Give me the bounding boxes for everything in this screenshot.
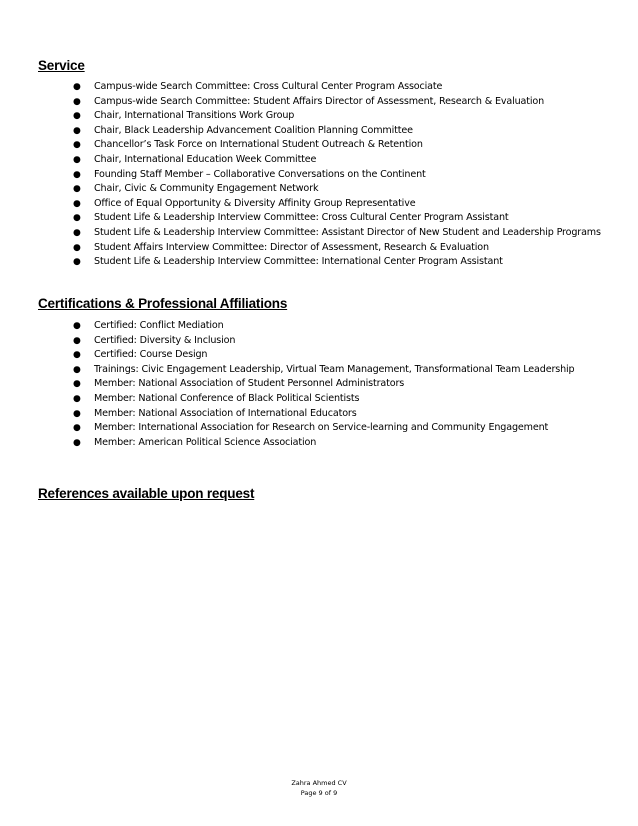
list-item — [38, 168, 618, 183]
list-item — [38, 80, 618, 95]
bullet-icon: ● — [73, 125, 81, 136]
bullet-icon: ● — [73, 242, 81, 253]
bullet-icon: ● — [73, 227, 81, 238]
list-item-text: Student Life & Leadership Interview Committee: Assistant Director of New Student and Leadership Programs — [94, 226, 601, 238]
bullet-icon: ● — [73, 169, 81, 180]
list-item — [38, 138, 618, 153]
list-item — [38, 241, 618, 256]
bullet-icon: ● — [73, 423, 81, 434]
service-list — [38, 80, 618, 270]
list-item-text: Office of Equal Opportunity & Diversity Affinity Group Representative — [94, 197, 416, 209]
certifications-heading: Certifications & Professional Affiliations — [38, 296, 288, 311]
page-footer — [0, 779, 638, 798]
list-item — [38, 392, 618, 407]
footer-page-number: Page 9 of 9 — [300, 788, 338, 797]
list-item — [38, 334, 618, 349]
list-item — [38, 255, 618, 270]
bullet-icon: ● — [73, 350, 81, 361]
list-item — [38, 348, 618, 363]
certifications-section — [38, 296, 618, 450]
list-item — [38, 182, 618, 197]
bullet-icon: ● — [73, 364, 81, 375]
bullet-icon: ● — [73, 154, 81, 165]
bullet-icon: ● — [73, 198, 81, 209]
list-item-text: Certified: Conflict Mediation — [94, 320, 224, 331]
list-item-text: Chair, International Transitions Work Group — [94, 110, 295, 122]
service-section — [38, 58, 618, 270]
list-item — [38, 124, 618, 139]
list-item — [38, 153, 618, 168]
references-heading: References available upon request — [38, 486, 255, 501]
list-item — [38, 421, 618, 436]
list-item-text: Founding Staff Member – Collaborative Conversations on the Continent — [94, 168, 426, 180]
list-item — [38, 211, 618, 226]
bullet-icon: ● — [73, 257, 81, 268]
list-item-text: Campus-wide Search Committee: Student Affairs Director of Assessment, Research & Evaluation — [94, 95, 545, 107]
list-item-text: Student Life & Leadership Interview Committee: International Center Program Assistant — [94, 256, 503, 268]
bullet-icon: ● — [73, 335, 81, 346]
bullet-icon: ● — [73, 393, 81, 404]
list-item-text: Member: American Political Science Association — [94, 436, 317, 448]
bullet-icon: ● — [73, 408, 81, 419]
bullet-icon: ● — [73, 184, 81, 195]
list-item-text: Certified: Course Design — [94, 349, 208, 361]
list-item — [38, 407, 618, 422]
references-section — [38, 486, 618, 502]
footer-author: Zahra Ahmed CV — [291, 779, 347, 787]
list-item-text: Member: National Conference of Black Political Scientists — [94, 392, 360, 404]
list-item — [38, 95, 618, 110]
bullet-icon: ● — [73, 96, 81, 107]
list-item-text: Chair, Black Leadership Advancement Coalition Planning Committee — [94, 124, 413, 136]
list-item — [38, 363, 618, 378]
list-item — [38, 197, 618, 212]
bullet-icon: ● — [73, 82, 81, 92]
list-item — [38, 436, 618, 451]
bullet-icon: ● — [73, 140, 81, 151]
bullet-icon: ● — [73, 437, 81, 448]
list-item-text: Chancellor’s Task Force on International Student Outreach & Retention — [94, 139, 423, 151]
list-item — [38, 109, 618, 124]
list-item-text: Member: International Association for Research on Service-learning and Community Engagement — [94, 422, 549, 434]
list-item-text: Campus-wide Search Committee: Cross Cultural Center Program Associate — [94, 81, 443, 92]
bullet-icon: ● — [73, 213, 81, 224]
list-item-text: Student Affairs Interview Committee: Director of Assessment, Research & Evaluation — [94, 241, 489, 253]
certifications-list — [38, 319, 618, 450]
list-item — [38, 377, 618, 392]
list-item-text: Member: National Association of International Educators — [94, 407, 357, 419]
list-item-text: Member: National Association of Student Personnel Administrators — [94, 378, 405, 390]
service-heading: Service — [38, 58, 85, 73]
bullet-icon: ● — [73, 321, 81, 331]
list-item-text: Student Life & Leadership Interview Committee: Cross Cultural Center Program Assistant — [94, 212, 509, 224]
list-item-text: Trainings: Civic Engagement Leadership, Virtual Team Management, Transformational Team Leadership — [94, 363, 575, 375]
bullet-icon: ● — [73, 379, 81, 390]
list-item-text: Chair, International Education Week Committee — [94, 153, 317, 165]
list-item-text: Chair, Civic & Community Engagement Network — [94, 183, 319, 195]
list-item — [38, 226, 618, 241]
list-item — [38, 319, 618, 334]
list-item-text: Certified: Diversity & Inclusion — [94, 334, 236, 346]
bullet-icon: ● — [73, 111, 81, 122]
